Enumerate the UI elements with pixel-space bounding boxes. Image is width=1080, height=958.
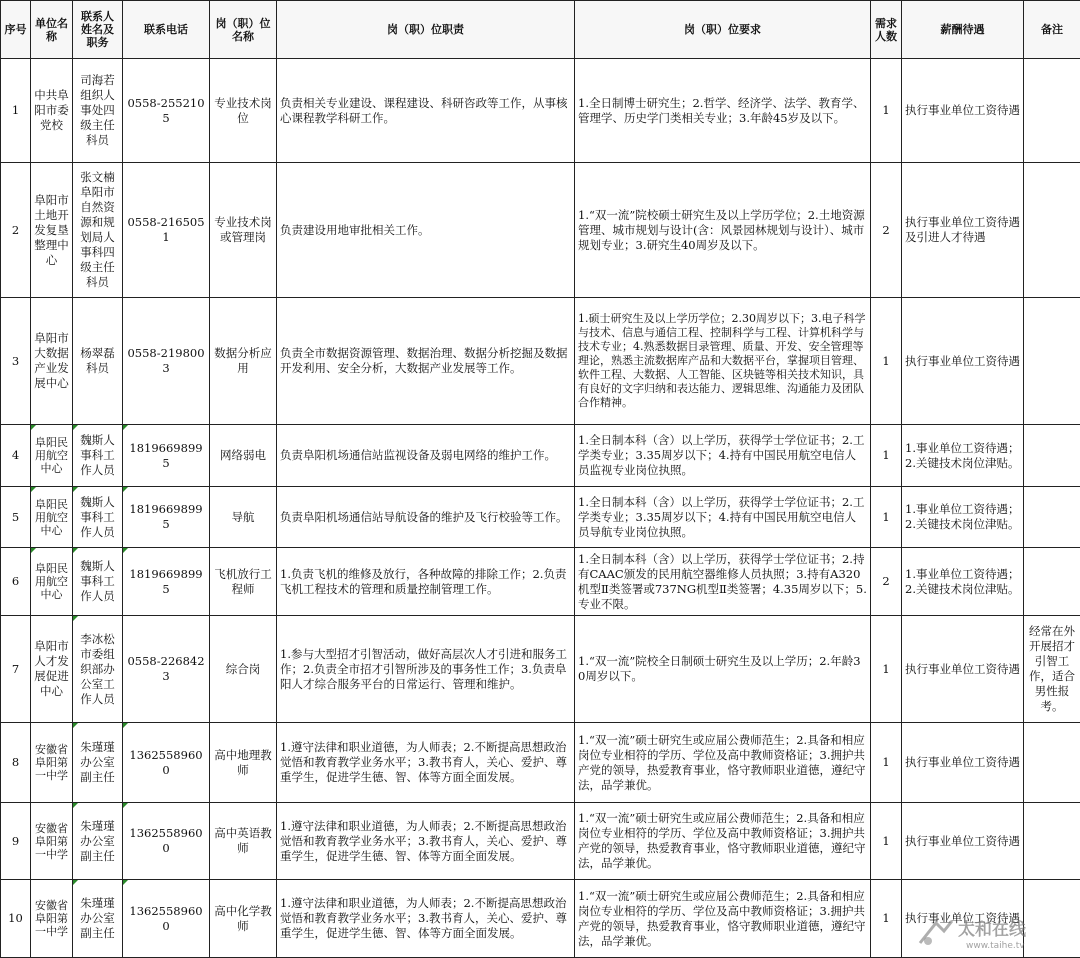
cell-phone: 13625589600 bbox=[123, 880, 210, 958]
cell-seq: 9 bbox=[1, 803, 31, 880]
cell-requirement: 1.“双一流”院校硕士研究生及以上学历学位；2.土地资源管理、城市规划与设计(含：风景园林规划与设计）、城市规划专业；3.研究生40周岁及以下。 bbox=[575, 163, 871, 298]
cell-requirement: 1.“双一流”硕士研究生或应届公费师范生；2.具备和相应岗位专业相符的学历、学位及高中教师资格证；3.拥护共产党的领导，热爱教育事业，恪守教师职业道德，遵纪守法，品学兼优。 bbox=[575, 803, 871, 880]
cell-unit: 中共阜阳市委党校 bbox=[31, 59, 73, 163]
cell-note bbox=[1024, 723, 1080, 803]
table-row bbox=[1, 59, 1080, 163]
cell-note bbox=[1024, 59, 1080, 163]
cell-requirement: 1.“双一流”院校全日制硕士研究生及以上学历；2.年龄30周岁以下。 bbox=[575, 616, 871, 723]
cell-salary: 执行事业单位工资待遇 bbox=[902, 298, 1024, 425]
cell-salary: 执行事业单位工资待遇及引进人才待遇 bbox=[902, 163, 1024, 298]
cell-seq: 6 bbox=[1, 548, 31, 616]
cell-responsibility: 负责阜阳机场通信站导航设备的维护及飞行校验等工作。 bbox=[277, 487, 575, 548]
cell-post: 导航 bbox=[210, 487, 277, 548]
header-row bbox=[1, 1, 1080, 59]
cell-post: 数据分析应用 bbox=[210, 298, 277, 425]
cell-headcount: 1 bbox=[871, 880, 902, 958]
cell-note bbox=[1024, 548, 1080, 616]
cell-headcount: 2 bbox=[871, 548, 902, 616]
cell-phone: 0558-2198003 bbox=[123, 298, 210, 425]
cell-phone: 0558-2165051 bbox=[123, 163, 210, 298]
cell-note bbox=[1024, 803, 1080, 880]
cell-contact: 魏斯人事科工作人员 bbox=[73, 548, 123, 616]
cell-note: 经常在外开展招才引智工作，适合男性报考。 bbox=[1024, 616, 1080, 723]
header-seq: 序号 bbox=[1, 1, 31, 59]
cell-contact: 杨翠磊科员 bbox=[73, 298, 123, 425]
cell-unit: 安徽省阜阳第一中学 bbox=[31, 723, 73, 803]
cell-phone: 13625589600 bbox=[123, 723, 210, 803]
table-row bbox=[1, 548, 1080, 616]
table-row bbox=[1, 803, 1080, 880]
cell-contact: 魏斯人事科工作人员 bbox=[73, 487, 123, 548]
table-row bbox=[1, 298, 1080, 425]
cell-post: 高中化学教师 bbox=[210, 880, 277, 958]
cell-responsibility: 负责阜阳机场通信站监视设备及弱电网络的维护工作。 bbox=[277, 425, 575, 487]
cell-headcount: 1 bbox=[871, 803, 902, 880]
cell-responsibility: 负责相关专业建设、课程建设、科研咨政等工作，从事核心课程教学科研工作。 bbox=[277, 59, 575, 163]
cell-note bbox=[1024, 880, 1080, 958]
cell-salary: 1.事业单位工资待遇；2.关键技术岗位津贴。 bbox=[902, 487, 1024, 548]
watermark-text: 太和在线 bbox=[958, 919, 1027, 940]
cell-note bbox=[1024, 163, 1080, 298]
cell-requirement: 1.全日制本科（含）以上学历，获得学士学位证书；2.持有CAAC颁发的民用航空器维修人员执照；3.持有A320机型Ⅱ类签署或737NG机型Ⅱ类签署；4.35周岁以下；5.专业不限。 bbox=[575, 548, 871, 616]
cell-contact: 司海若组织人事处四级主任科员 bbox=[73, 59, 123, 163]
header-req: 岗（职）位要求 bbox=[575, 1, 871, 59]
cell-post: 专业技术岗位 bbox=[210, 59, 277, 163]
watermark-url: www.taihe.tv bbox=[966, 941, 1025, 951]
cell-post: 网络弱电 bbox=[210, 425, 277, 487]
header-pay: 薪酬待遇 bbox=[902, 1, 1024, 59]
cell-headcount: 1 bbox=[871, 59, 902, 163]
cell-unit: 阜阳民用航空中心 bbox=[31, 548, 73, 616]
cell-headcount: 1 bbox=[871, 425, 902, 487]
cell-requirement: 1.“双一流”硕士研究生或应届公费师范生；2.具备和相应岗位专业相符的学历、学位及高中教师资格证；3.拥护共产党的领导，热爱教育事业，恪守教师职业道德，遵纪守法，品学兼优。 bbox=[575, 723, 871, 803]
cell-post: 综合岗 bbox=[210, 616, 277, 723]
cell-responsibility: 1.参与大型招才引智活动，做好高层次人才引进和服务工作；2.负责全市招才引智所涉及的事务性工作；3.负责阜阳人才综合服务平台的日常运行、管理和维护。 bbox=[277, 616, 575, 723]
cell-salary: 执行事业单位工资待遇 bbox=[902, 803, 1024, 880]
cell-unit: 安徽省阜阳第一中学 bbox=[31, 803, 73, 880]
table-row bbox=[1, 163, 1080, 298]
cell-salary: 1.事业单位工资待遇；2.关键技术岗位津贴。 bbox=[902, 548, 1024, 616]
cell-seq: 3 bbox=[1, 298, 31, 425]
cell-seq: 2 bbox=[1, 163, 31, 298]
table-row bbox=[1, 425, 1080, 487]
cell-salary: 执行事业单位工资待遇 bbox=[902, 59, 1024, 163]
cell-seq: 1 bbox=[1, 59, 31, 163]
cell-seq: 4 bbox=[1, 425, 31, 487]
cell-note bbox=[1024, 425, 1080, 487]
cell-seq: 5 bbox=[1, 487, 31, 548]
cell-note bbox=[1024, 487, 1080, 548]
cell-requirement: 1.“双一流”硕士研究生或应届公费师范生；2.具备和相应岗位专业相符的学历、学位及高中教师资格证；3.拥护共产党的领导，热爱教育事业，恪守教师职业道德，遵纪守法，品学兼优。 bbox=[575, 880, 871, 958]
cell-post: 高中英语教师 bbox=[210, 803, 277, 880]
cell-headcount: 1 bbox=[871, 487, 902, 548]
cell-requirement: 1.全日制本科（含）以上学历，获得学士学位证书；2.工学类专业；3.35周岁以下；4.持有中国民用航空电信人员导航专业岗位执照。 bbox=[575, 487, 871, 548]
header-unit: 单位名称 bbox=[31, 1, 73, 59]
cell-phone: 18196698995 bbox=[123, 548, 210, 616]
cell-contact: 朱瑾瑾办公室副主任 bbox=[73, 723, 123, 803]
cell-responsibility: 1.遵守法律和职业道德，为人师表；2.不断提高思想政治觉悟和教育教学业务水平；3.教书育人，关心、爱护、尊重学生，促进学生德、智、体等方面全面发展。 bbox=[277, 880, 575, 958]
cell-unit: 阜阳民用航空中心 bbox=[31, 425, 73, 487]
header-resp: 岗（职）位职责 bbox=[277, 1, 575, 59]
cell-unit: 阜阳市人才发展促进中心 bbox=[31, 616, 73, 723]
cell-requirement: 1.全日制本科（含）以上学历，获得学士学位证书；2.工学类专业；3.35周岁以下；4.持有中国民用航空电信人员监视专业岗位执照。 bbox=[575, 425, 871, 487]
cell-unit: 安徽省阜阳第一中学 bbox=[31, 880, 73, 958]
cell-headcount: 2 bbox=[871, 163, 902, 298]
header-post: 岗（职）位名称 bbox=[210, 1, 277, 59]
cell-note bbox=[1024, 298, 1080, 425]
cell-headcount: 1 bbox=[871, 616, 902, 723]
table-row bbox=[1, 880, 1080, 958]
cell-post: 专业技术岗或管理岗 bbox=[210, 163, 277, 298]
cell-contact: 李冰松市委组织部办公室工作人员 bbox=[73, 616, 123, 723]
cell-phone: 18196698995 bbox=[123, 425, 210, 487]
cell-requirement: 1.全日制博士研究生；2.哲学、经济学、法学、教育学、管理学、历史学门类相关专业；3.年龄45岁及以下。 bbox=[575, 59, 871, 163]
cell-salary: 执行事业单位工资待遇 bbox=[902, 880, 1024, 958]
header-note: 备注 bbox=[1024, 1, 1080, 59]
cell-responsibility: 负责全市数据资源管理、数据治理、数据分析挖掘及数据开发利用、安全分析，大数据产业发展等工作。 bbox=[277, 298, 575, 425]
cell-salary: 执行事业单位工资待遇 bbox=[902, 723, 1024, 803]
cell-responsibility: 1.遵守法律和职业道德，为人师表；2.不断提高思想政治觉悟和教育教学业务水平；3.教书育人，关心、爱护、尊重学生，促进学生德、智、体等方面全面发展。 bbox=[277, 723, 575, 803]
cell-headcount: 1 bbox=[871, 723, 902, 803]
cell-post: 高中地理教师 bbox=[210, 723, 277, 803]
cell-contact: 张文楠阜阳市自然资源和规划局人事科四级主任科员 bbox=[73, 163, 123, 298]
cell-responsibility: 1.负责飞机的维修及放行，各种故障的排除工作；2.负责飞机工程技术的管理和质量控制管理工作。 bbox=[277, 548, 575, 616]
cell-phone: 18196698995 bbox=[123, 487, 210, 548]
cell-phone: 0558-2268423 bbox=[123, 616, 210, 723]
cell-phone: 0558-2552105 bbox=[123, 59, 210, 163]
table-row bbox=[1, 616, 1080, 723]
header-contact: 联系人姓名及职务 bbox=[73, 1, 123, 59]
cell-responsibility: 1.遵守法律和职业道德，为人师表；2.不断提高思想政治觉悟和教育教学业务水平；3.教书育人，关心、爱护、尊重学生，促进学生德、智、体等方面全面发展。 bbox=[277, 803, 575, 880]
cell-unit: 阜阳市土地开发复垦整理中心 bbox=[31, 163, 73, 298]
cell-seq: 8 bbox=[1, 723, 31, 803]
cell-responsibility: 负责建设用地审批相关工作。 bbox=[277, 163, 575, 298]
cell-seq: 10 bbox=[1, 880, 31, 958]
cell-salary: 执行事业单位工资待遇 bbox=[902, 616, 1024, 723]
cell-contact: 魏斯人事科工作人员 bbox=[73, 425, 123, 487]
cell-seq: 7 bbox=[1, 616, 31, 723]
table-row bbox=[1, 723, 1080, 803]
header-phone: 联系电话 bbox=[123, 1, 210, 59]
header-num: 需求人数 bbox=[871, 1, 902, 59]
table-row bbox=[1, 487, 1080, 548]
cell-headcount: 1 bbox=[871, 298, 902, 425]
cell-contact: 朱瑾瑾办公室副主任 bbox=[73, 880, 123, 958]
cell-unit: 阜阳市大数据产业发展中心 bbox=[31, 298, 73, 425]
cell-contact: 朱瑾瑾办公室副主任 bbox=[73, 803, 123, 880]
cell-phone: 13625589600 bbox=[123, 803, 210, 880]
cell-unit: 阜阳民用航空中心 bbox=[31, 487, 73, 548]
cell-salary: 1.事业单位工资待遇；2.关键技术岗位津贴。 bbox=[902, 425, 1024, 487]
cell-requirement: 1.硕士研究生及以上学历学位；2.30周岁以下；3.电子科学与技术、信息与通信工程、控制科学与工程、计算机科学与技术专业；4.熟悉数据目录管理、质量、开发、安全管理等理论，熟悉主流数据库产品和大数据平台，掌握项目管理、软件工程、大数据、人工智能、区块链等相关技术知识，具有良好的文字归纳和表达能力、逻辑思维、沟通能力及团队合作精神。 bbox=[575, 298, 871, 425]
cell-post: 飞机放行工程师 bbox=[210, 548, 277, 616]
